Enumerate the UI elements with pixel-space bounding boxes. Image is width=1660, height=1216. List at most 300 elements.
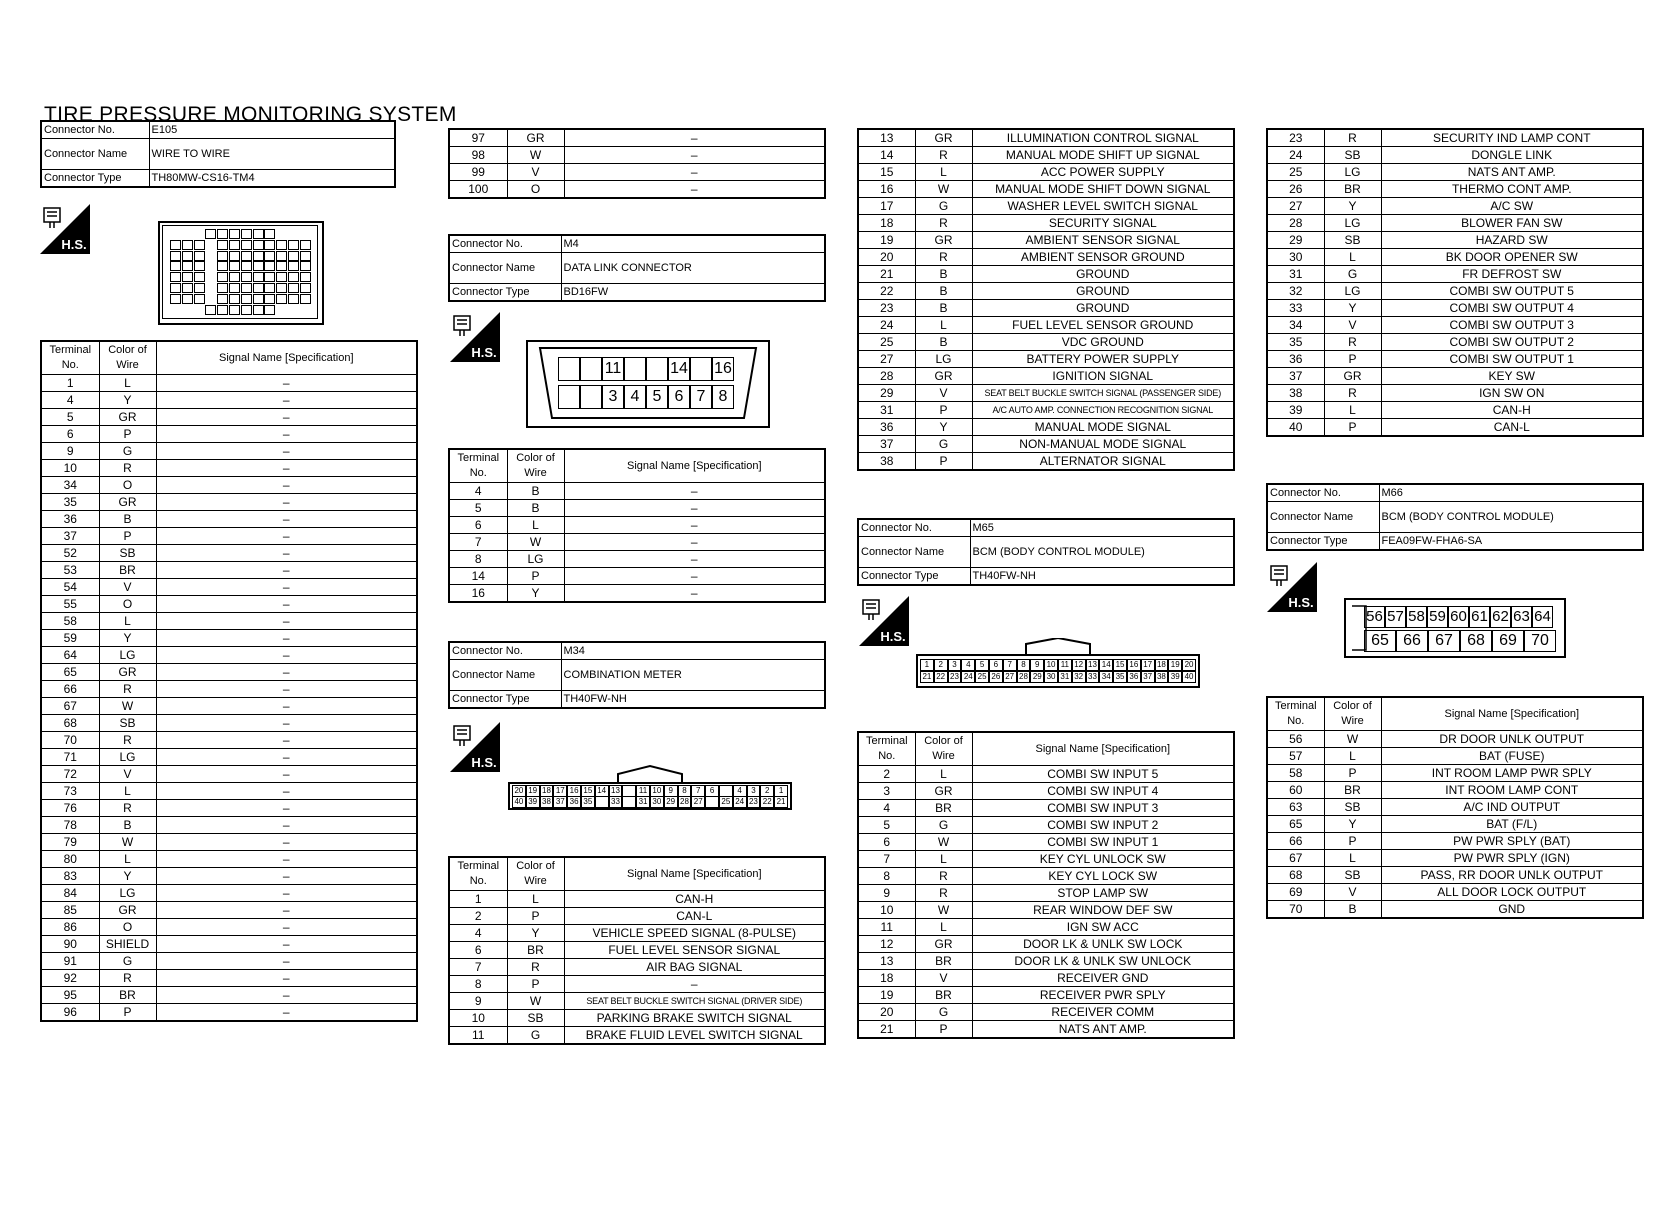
table-row xyxy=(41,698,417,715)
table-row xyxy=(858,215,1234,232)
terminal-no-cell: 65 xyxy=(41,664,99,681)
connector-pin xyxy=(194,240,205,250)
connector-pin xyxy=(170,272,181,282)
terminal-no-cell: 1 xyxy=(41,375,99,392)
e105-info xyxy=(40,120,396,188)
terminal-no-cell: 37 xyxy=(858,436,915,453)
connector-pin xyxy=(170,294,181,304)
wire-color-cell: SB xyxy=(507,1010,564,1027)
terminal-no-cell: 96 xyxy=(41,1004,99,1022)
terminal-no-cell: 3 xyxy=(858,783,915,800)
terminal-no-cell: 63 xyxy=(1267,799,1324,816)
connector-pin xyxy=(194,251,205,261)
connector-pin xyxy=(229,229,240,239)
connector-pin xyxy=(622,796,636,808)
table-row xyxy=(449,483,825,500)
table-row xyxy=(858,232,1234,249)
table-row xyxy=(858,164,1234,181)
wire-color-cell: L xyxy=(99,783,156,800)
wire-color-cell: P xyxy=(507,908,564,925)
connector-pin xyxy=(580,385,602,409)
connector-pin: 16 xyxy=(1127,659,1141,671)
wire-color-cell: R xyxy=(99,800,156,817)
connector-pin: 32 xyxy=(1072,671,1086,683)
connector-pin: 3 xyxy=(602,385,624,409)
connector-pin: 56 xyxy=(1364,606,1385,628)
signal-name-cell: CAN-H xyxy=(564,891,825,908)
terminal-no-cell: 24 xyxy=(1267,147,1324,164)
signal-name-cell: – xyxy=(156,851,417,868)
signal-name-cell: – xyxy=(564,568,825,585)
connector-pin xyxy=(276,251,287,261)
m34-connector-face xyxy=(508,764,792,810)
terminal-no-cell: 7 xyxy=(449,959,507,976)
table-row xyxy=(858,266,1234,283)
wire-color-cell: W xyxy=(915,834,972,851)
m65-connector-face xyxy=(916,638,1200,688)
connector-pin xyxy=(264,240,275,250)
wire-color-cell: V xyxy=(1324,884,1381,901)
signal-name-cell: – xyxy=(156,375,417,392)
wire-color-cell: BR xyxy=(915,987,972,1004)
signal-name-cell: – xyxy=(156,783,417,800)
signal-name-cell: – xyxy=(564,129,825,147)
color-of-wire-header: Color of Wire xyxy=(1324,697,1381,731)
connector-pin: 17 xyxy=(553,785,567,797)
signal-name-cell: SEAT BELT BUCKLE SWITCH SIGNAL (PASSENGER SIDE) xyxy=(972,385,1234,402)
connector-name-value: BCM (BODY CONTROL MODULE) xyxy=(970,537,1234,568)
table-row xyxy=(41,732,417,749)
connector-pin: 18 xyxy=(540,785,554,797)
connector-pin xyxy=(276,240,287,250)
connector-pin xyxy=(264,229,275,239)
terminal-no-cell: 72 xyxy=(41,766,99,783)
wire-color-cell: P xyxy=(1324,833,1381,850)
terminal-no-cell: 33 xyxy=(1267,300,1324,317)
connector-no-value: M66 xyxy=(1379,484,1643,502)
signal-name-cell: – xyxy=(156,528,417,545)
signal-name-cell: AMBIENT SENSOR GROUND xyxy=(972,249,1234,266)
wire-color-cell: G xyxy=(915,198,972,215)
signal-name-cell: – xyxy=(156,545,417,562)
terminal-no-cell: 22 xyxy=(858,283,915,300)
connector-pin: 70 xyxy=(1524,630,1556,652)
wire-color-cell: LG xyxy=(99,749,156,766)
signal-name-cell: FUEL LEVEL SENSOR SIGNAL xyxy=(564,942,825,959)
connector-name-label: Connector Name xyxy=(449,660,561,691)
table-row xyxy=(41,851,417,868)
signal-name-cell: – xyxy=(156,511,417,528)
connector-pin: 13 xyxy=(1086,659,1100,671)
connector-pin: 34 xyxy=(1099,671,1113,683)
wire-color-cell: LG xyxy=(915,351,972,368)
connector-pin: 58 xyxy=(1406,606,1427,628)
table-row xyxy=(1267,419,1643,437)
terminal-no-cell: 21 xyxy=(858,266,915,283)
table-row xyxy=(858,436,1234,453)
terminal-no-cell: 66 xyxy=(41,681,99,698)
connector-name-value: WIRE TO WIRE xyxy=(149,139,395,170)
wire-color-cell: P xyxy=(1324,419,1381,437)
wire-color-cell: BR xyxy=(915,953,972,970)
signal-name-cell: – xyxy=(156,664,417,681)
signal-name-cell: – xyxy=(156,766,417,783)
signal-name-cell: – xyxy=(564,534,825,551)
connector-pin: 64 xyxy=(1532,606,1553,628)
connector-pin xyxy=(624,357,646,381)
terminal-no-header: Terminal No. xyxy=(449,857,507,891)
connector-pin: 29 xyxy=(1030,671,1044,683)
connector-pin: 20 xyxy=(1182,659,1196,671)
wire-color-cell: GR xyxy=(99,664,156,681)
wire-color-cell: P xyxy=(507,976,564,993)
signal-name-cell: – xyxy=(156,749,417,766)
signal-name-cell: BAT (F/L) xyxy=(1381,816,1643,833)
terminal-no-cell: 59 xyxy=(41,630,99,647)
connector-pin: 60 xyxy=(1448,606,1469,628)
connector-pin xyxy=(595,796,609,808)
wire-color-cell: SB xyxy=(99,715,156,732)
table-row xyxy=(858,800,1234,817)
connector-no-value: M65 xyxy=(970,519,1234,537)
table-row xyxy=(1267,232,1643,249)
wire-color-cell: P xyxy=(1324,351,1381,368)
table-row xyxy=(1267,266,1643,283)
wire-color-cell: V xyxy=(507,164,564,181)
connector-pin: 19 xyxy=(526,785,540,797)
terminal-no-cell: 31 xyxy=(858,402,915,419)
e105-pin-table-cont xyxy=(448,128,826,199)
table-row xyxy=(41,409,417,426)
connector-pin: 15 xyxy=(581,785,595,797)
wire-color-cell: G xyxy=(915,436,972,453)
connector-pin: 25 xyxy=(975,671,989,683)
table-row xyxy=(858,198,1234,215)
signal-name-cell: – xyxy=(156,970,417,987)
connector-pin: 36 xyxy=(1127,671,1141,683)
signal-name-cell: – xyxy=(564,483,825,500)
signal-name-cell: RECEIVER COMM xyxy=(972,1004,1234,1021)
wire-color-cell: P xyxy=(99,528,156,545)
table-row xyxy=(858,868,1234,885)
terminal-no-cell: 6 xyxy=(449,942,507,959)
table-row xyxy=(449,1010,825,1027)
signal-name-cell: – xyxy=(156,800,417,817)
terminal-no-cell: 65 xyxy=(1267,816,1324,833)
connector-pin: 16 xyxy=(567,785,581,797)
table-row xyxy=(858,817,1234,834)
signal-name-cell: – xyxy=(156,630,417,647)
terminal-no-cell: 25 xyxy=(858,334,915,351)
signal-name-cell: BLOWER FAN SW xyxy=(1381,215,1643,232)
terminal-no-cell: 85 xyxy=(41,902,99,919)
connector-pin xyxy=(253,283,264,293)
signal-name-cell: – xyxy=(156,409,417,426)
connector-type-value: TH40FW-NH xyxy=(561,691,825,709)
wire-color-cell: G xyxy=(99,443,156,460)
signal-name-cell: – xyxy=(156,681,417,698)
wire-color-cell: SB xyxy=(1324,147,1381,164)
connector-type-value: TH40FW-NH xyxy=(970,568,1234,586)
signal-name-cell: – xyxy=(564,181,825,199)
terminal-no-cell: 6 xyxy=(41,426,99,443)
signal-name-cell: IGN SW ACC xyxy=(972,919,1234,936)
table-row xyxy=(449,181,825,199)
connector-pin xyxy=(241,283,252,293)
terminal-no-cell: 97 xyxy=(449,129,507,147)
connector-pin: 4 xyxy=(624,385,646,409)
connector-pin xyxy=(253,261,264,271)
terminal-no-cell: 34 xyxy=(1267,317,1324,334)
connector-pin: 7 xyxy=(1003,659,1017,671)
wire-color-cell: W xyxy=(507,993,564,1010)
svg-text:H.S.: H.S. xyxy=(471,345,497,360)
signal-name-cell: – xyxy=(156,426,417,443)
terminal-no-cell: 67 xyxy=(41,698,99,715)
terminal-no-cell: 10 xyxy=(449,1010,507,1027)
signal-name-cell: GROUND xyxy=(972,283,1234,300)
connector-pin: 25 xyxy=(719,796,733,808)
table-row xyxy=(1267,129,1643,147)
wire-color-cell: P xyxy=(99,1004,156,1022)
connector-pin: 8 xyxy=(1017,659,1031,671)
connector-type-label: Connector Type xyxy=(1267,533,1379,551)
terminal-no-cell: 20 xyxy=(858,1004,915,1021)
connector-pin xyxy=(182,294,193,304)
table-row xyxy=(41,681,417,698)
terminal-no-cell: 9 xyxy=(449,993,507,1010)
m65-pin-table xyxy=(857,731,1235,1039)
table-row xyxy=(41,987,417,1004)
signal-name-cell: AIR BAG SIGNAL xyxy=(564,959,825,976)
wire-color-cell: L xyxy=(1324,850,1381,867)
connector-pin xyxy=(205,229,216,239)
wire-color-cell: LG xyxy=(1324,215,1381,232)
connector-pin xyxy=(253,229,264,239)
table-row xyxy=(449,129,825,147)
terminal-no-cell: 8 xyxy=(449,976,507,993)
table-row xyxy=(1267,368,1643,385)
signal-name-cell: REAR WINDOW DEF SW xyxy=(972,902,1234,919)
m4-info xyxy=(448,234,826,302)
terminal-no-cell: 23 xyxy=(858,300,915,317)
connector-pin: 27 xyxy=(1003,671,1017,683)
wire-color-cell: R xyxy=(915,249,972,266)
signal-name-cell: – xyxy=(156,596,417,613)
table-row xyxy=(858,317,1234,334)
wire-color-cell: Y xyxy=(1324,198,1381,215)
terminal-no-cell: 13 xyxy=(858,953,915,970)
table-row xyxy=(449,551,825,568)
table-row xyxy=(1267,833,1643,850)
signal-name-header: Signal Name [Specification] xyxy=(564,449,825,483)
table-row xyxy=(858,970,1234,987)
connector-pin: 24 xyxy=(733,796,747,808)
terminal-no-cell: 68 xyxy=(1267,867,1324,884)
connector-no-label: Connector No. xyxy=(449,235,561,253)
connector-pin: 3 xyxy=(948,659,962,671)
table-row xyxy=(41,528,417,545)
table-row xyxy=(1267,850,1643,867)
signal-name-cell: WASHER LEVEL SWITCH SIGNAL xyxy=(972,198,1234,215)
table-row xyxy=(1267,816,1643,833)
terminal-no-cell: 57 xyxy=(1267,748,1324,765)
signal-name-cell: DOOR LK & UNLK SW UNLOCK xyxy=(972,953,1234,970)
m4-pin-table xyxy=(448,448,826,603)
table-row xyxy=(858,368,1234,385)
connector-pin xyxy=(217,229,228,239)
connector-pin xyxy=(253,272,264,282)
table-row xyxy=(1267,334,1643,351)
connector-pin xyxy=(241,240,252,250)
signal-name-cell: A/C IND OUTPUT xyxy=(1381,799,1643,816)
signal-name-cell: – xyxy=(156,443,417,460)
svg-text:H.S.: H.S. xyxy=(471,755,497,770)
signal-name-header: Signal Name [Specification] xyxy=(972,732,1234,766)
connector-pin xyxy=(241,251,252,261)
connector-pin xyxy=(229,283,240,293)
terminal-no-cell: 18 xyxy=(858,970,915,987)
connector-pin: 69 xyxy=(1492,630,1524,652)
connector-pin: 33 xyxy=(1086,671,1100,683)
table-row xyxy=(858,936,1234,953)
wire-color-cell: P xyxy=(915,1021,972,1039)
connector-pin: 27 xyxy=(691,796,705,808)
signal-name-cell: CAN-L xyxy=(1381,419,1643,437)
connector-pin: 8 xyxy=(712,385,734,409)
signal-name-cell: – xyxy=(156,987,417,1004)
terminal-no-cell: 58 xyxy=(41,613,99,630)
signal-name-cell: COMBI SW OUTPUT 3 xyxy=(1381,317,1643,334)
terminal-no-cell: 92 xyxy=(41,970,99,987)
signal-name-cell: PW PWR SPLY (IGN) xyxy=(1381,850,1643,867)
table-row xyxy=(858,249,1234,266)
table-row xyxy=(1267,300,1643,317)
wire-color-cell: G xyxy=(507,1027,564,1045)
wire-color-cell: B xyxy=(915,283,972,300)
terminal-no-cell: 28 xyxy=(858,368,915,385)
terminal-no-cell: 20 xyxy=(858,249,915,266)
wire-color-cell: R xyxy=(1324,385,1381,402)
signal-name-cell: COMBI SW OUTPUT 5 xyxy=(1381,283,1643,300)
connector-pin: 1 xyxy=(774,785,788,797)
terminal-no-cell: 56 xyxy=(1267,731,1324,748)
connector-name-label: Connector Name xyxy=(41,139,149,170)
wire-color-cell: L xyxy=(915,851,972,868)
signal-name-cell: – xyxy=(564,500,825,517)
connector-pin xyxy=(300,261,311,271)
connector-pin xyxy=(241,305,252,315)
wire-color-cell: Y xyxy=(1324,300,1381,317)
table-row xyxy=(41,936,417,953)
terminal-no-cell: 12 xyxy=(858,936,915,953)
connector-pin xyxy=(276,283,287,293)
wire-color-cell: R xyxy=(915,147,972,164)
connector-pin: 10 xyxy=(1044,659,1058,671)
terminal-no-cell: 5 xyxy=(858,817,915,834)
terminal-no-cell: 83 xyxy=(41,868,99,885)
connector-pin: 22 xyxy=(760,796,774,808)
table-row xyxy=(449,942,825,959)
terminal-no-cell: 38 xyxy=(858,453,915,471)
connector-pin xyxy=(241,261,252,271)
connector-pin xyxy=(194,261,205,271)
connector-pin xyxy=(229,294,240,304)
signal-name-cell: INT ROOM LAMP PWR SPLY xyxy=(1381,765,1643,782)
table-row xyxy=(1267,867,1643,884)
terminal-no-cell: 98 xyxy=(449,147,507,164)
terminal-no-cell: 70 xyxy=(1267,901,1324,919)
terminal-no-cell: 35 xyxy=(1267,334,1324,351)
connector-pin xyxy=(194,272,205,282)
terminal-no-cell: 66 xyxy=(1267,833,1324,850)
terminal-no-cell: 14 xyxy=(858,147,915,164)
signal-name-cell: COMBI SW OUTPUT 1 xyxy=(1381,351,1643,368)
signal-name-cell: – xyxy=(156,392,417,409)
wire-color-cell: L xyxy=(1324,402,1381,419)
connector-pin xyxy=(217,261,228,271)
wire-color-cell: GR xyxy=(99,409,156,426)
wire-color-cell: W xyxy=(99,834,156,851)
connector-pin: 23 xyxy=(948,671,962,683)
terminal-no-cell: 99 xyxy=(449,164,507,181)
wire-color-cell: G xyxy=(915,817,972,834)
terminal-no-cell: 60 xyxy=(1267,782,1324,799)
wire-color-cell: W xyxy=(915,181,972,198)
terminal-no-cell: 37 xyxy=(1267,368,1324,385)
table-row xyxy=(41,511,417,528)
signal-name-cell: COMBI SW INPUT 1 xyxy=(972,834,1234,851)
signal-name-cell: COMBI SW INPUT 3 xyxy=(972,800,1234,817)
terminal-no-cell: 35 xyxy=(41,494,99,511)
connector-pin: 13 xyxy=(609,785,623,797)
wire-color-cell: Y xyxy=(99,630,156,647)
wire-color-cell: GR xyxy=(99,494,156,511)
signal-name-cell: ILLUMINATION CONTROL SIGNAL xyxy=(972,129,1234,147)
connector-pin xyxy=(217,283,228,293)
table-row xyxy=(449,925,825,942)
connector-pin: 10 xyxy=(650,785,664,797)
connector-pin xyxy=(217,305,228,315)
signal-name-cell: GND xyxy=(1381,901,1643,919)
signal-name-cell: – xyxy=(564,517,825,534)
connector-type-value: FEA09FW-FHA6-SA xyxy=(1379,533,1643,551)
connector-pin xyxy=(229,251,240,261)
connector-no-label: Connector No. xyxy=(41,121,149,139)
connector-pin: 38 xyxy=(540,796,554,808)
terminal-no-cell: 64 xyxy=(41,647,99,664)
signal-name-cell: – xyxy=(564,551,825,568)
connector-pin xyxy=(217,294,228,304)
signal-name-cell: – xyxy=(156,698,417,715)
table-row xyxy=(858,181,1234,198)
connector-pin: 21 xyxy=(920,671,934,683)
signal-name-cell: AMBIENT SENSOR SIGNAL xyxy=(972,232,1234,249)
wire-color-cell: R xyxy=(915,215,972,232)
wire-color-cell: GR xyxy=(915,129,972,147)
table-row xyxy=(41,392,417,409)
wire-color-cell: R xyxy=(1324,129,1381,147)
wire-color-cell: P xyxy=(507,568,564,585)
connector-pin xyxy=(253,251,264,261)
terminal-no-cell: 15 xyxy=(858,164,915,181)
signal-name-cell: – xyxy=(156,613,417,630)
terminal-no-header: Terminal No. xyxy=(449,449,507,483)
wire-color-cell: W xyxy=(1324,731,1381,748)
wire-color-cell: GR xyxy=(1324,368,1381,385)
table-row xyxy=(1267,748,1643,765)
wire-color-cell: L xyxy=(99,613,156,630)
